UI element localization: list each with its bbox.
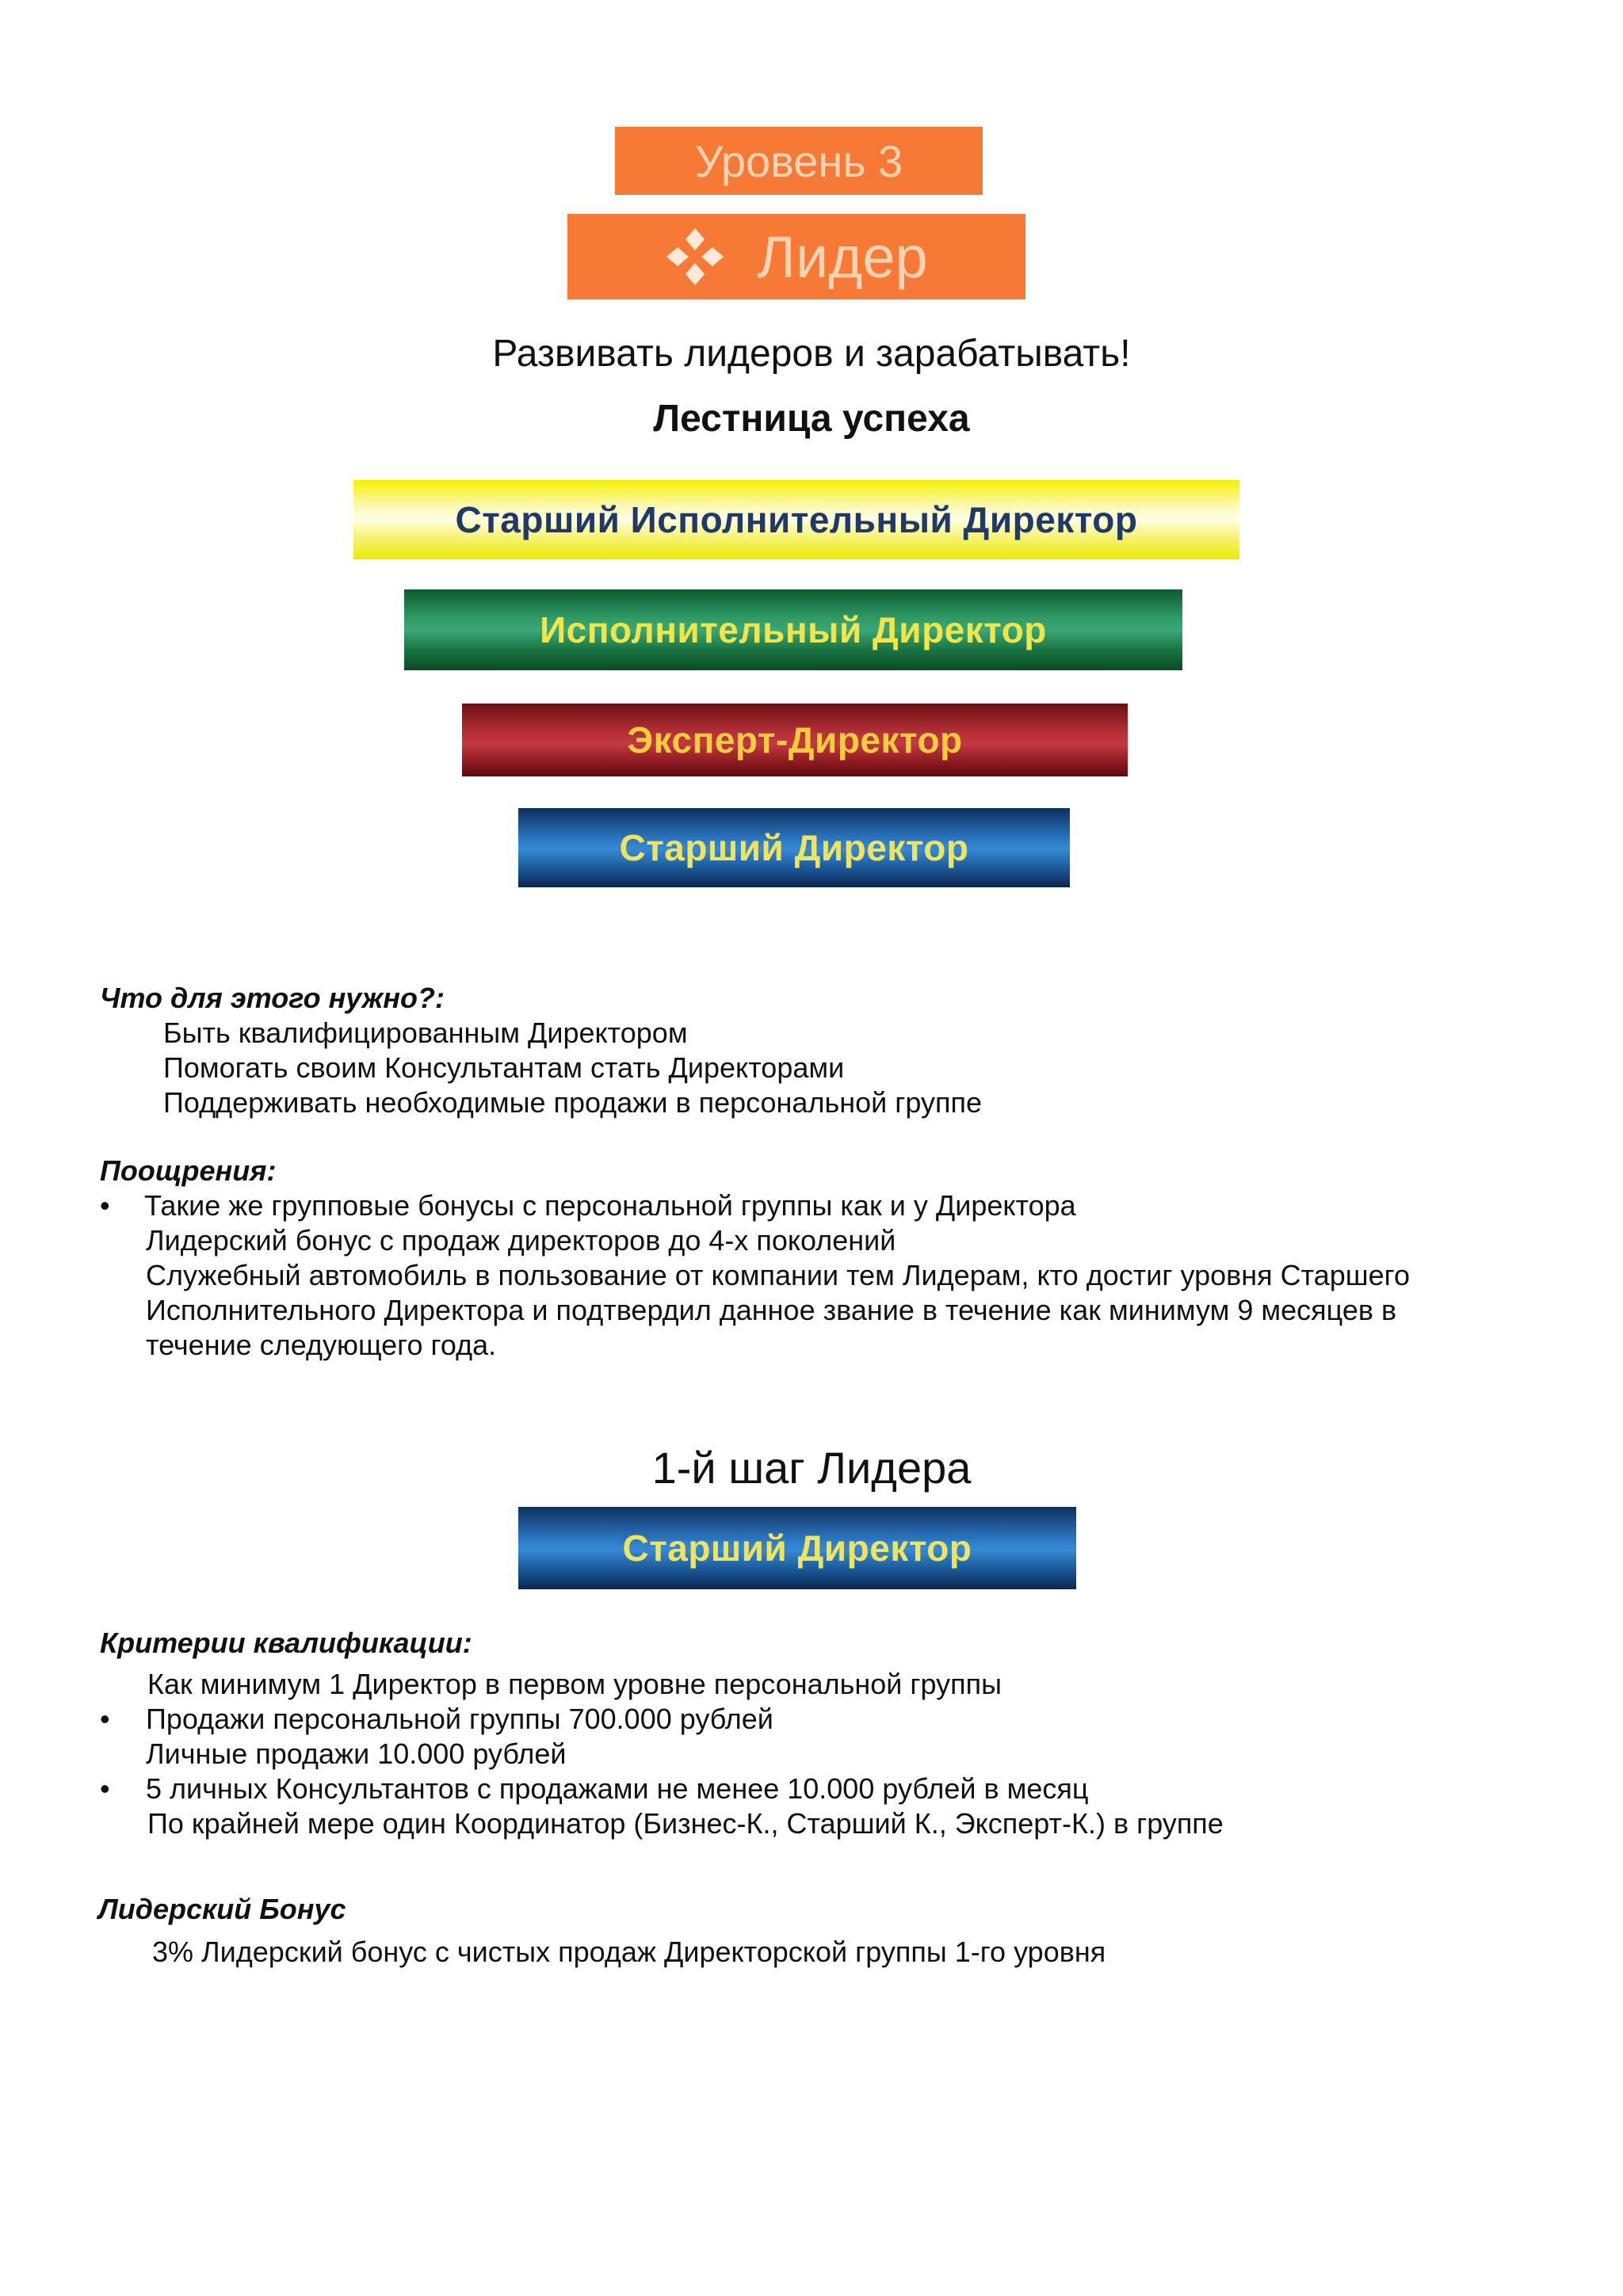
criteria-line: Личные продажи 10.000 рублей bbox=[146, 1737, 567, 1770]
four-diamonds-icon bbox=[665, 227, 725, 287]
bonus-text: 3% Лидерский бонус с чистых продаж Директорской группы 1-го уровня bbox=[152, 1936, 1106, 1968]
requirement-item: Помогать своим Консультантам стать Директорами bbox=[163, 1051, 845, 1084]
step-rank-senior-director: Старший Директор bbox=[518, 1507, 1076, 1589]
reward-line: Служебный автомобиль в пользование от компании тем Лидерам, кто достиг уровня Старшего bbox=[146, 1259, 1411, 1291]
reward-line: течение следующего года. bbox=[146, 1329, 497, 1361]
reward-line: Исполнительного Директора и подтвердил данное звание в течение как минимум 9 месяцев в bbox=[146, 1294, 1397, 1326]
criteria-heading: Критерии квалификации: bbox=[100, 1627, 472, 1659]
rank-expert-director: Эксперт-Директор bbox=[462, 704, 1128, 776]
criteria-line: 5 личных Консультантов с продажами не менее 10.000 рублей в месяц bbox=[146, 1772, 1089, 1805]
level-label: Уровень 3 bbox=[694, 135, 903, 186]
leader-badge bbox=[567, 214, 1025, 299]
requirements-heading: Что для этого нужно?: bbox=[100, 982, 445, 1014]
reward-line: Такие же групповые бонусы с персональной группы как и у Директора bbox=[144, 1189, 1076, 1222]
rank-executive-director: Исполнительный Директор bbox=[404, 589, 1182, 670]
rank-senior-executive-director: Старший Исполнительный Директор bbox=[353, 480, 1239, 559]
rank-senior-director: Старший Директор bbox=[518, 808, 1070, 887]
step-title: 1-й шаг Лидера bbox=[651, 1443, 972, 1493]
ladder-title: Лестница успеха bbox=[653, 398, 970, 440]
bullet: • bbox=[100, 1772, 110, 1805]
leader-label: Лидер bbox=[757, 223, 928, 290]
reward-line: Лидерский бонус с продаж директоров до 4-х поколений bbox=[146, 1224, 896, 1257]
criteria-line: Продажи персональной группы 700.000 рублей bbox=[146, 1703, 773, 1735]
requirement-item: Быть квалифицированным Директором bbox=[163, 1016, 688, 1049]
bullet: • bbox=[100, 1189, 110, 1222]
criteria-line: Как минимум 1 Директор в первом уровне персональной группы bbox=[147, 1668, 1002, 1700]
slogan: Развивать лидеров и зарабатывать! bbox=[492, 333, 1131, 375]
level-badge bbox=[615, 127, 983, 195]
requirement-item: Поддерживать необходимые продажи в персональной группе bbox=[163, 1086, 982, 1119]
rewards-heading: Поощрения: bbox=[100, 1154, 277, 1187]
bonus-heading: Лидерский Бонус bbox=[98, 1893, 346, 1925]
criteria-line: По крайней мере один Координатор (Бизнес-К., Старший К., Эксперт-К.) в группе bbox=[147, 1807, 1224, 1840]
bullet: • bbox=[100, 1703, 110, 1735]
